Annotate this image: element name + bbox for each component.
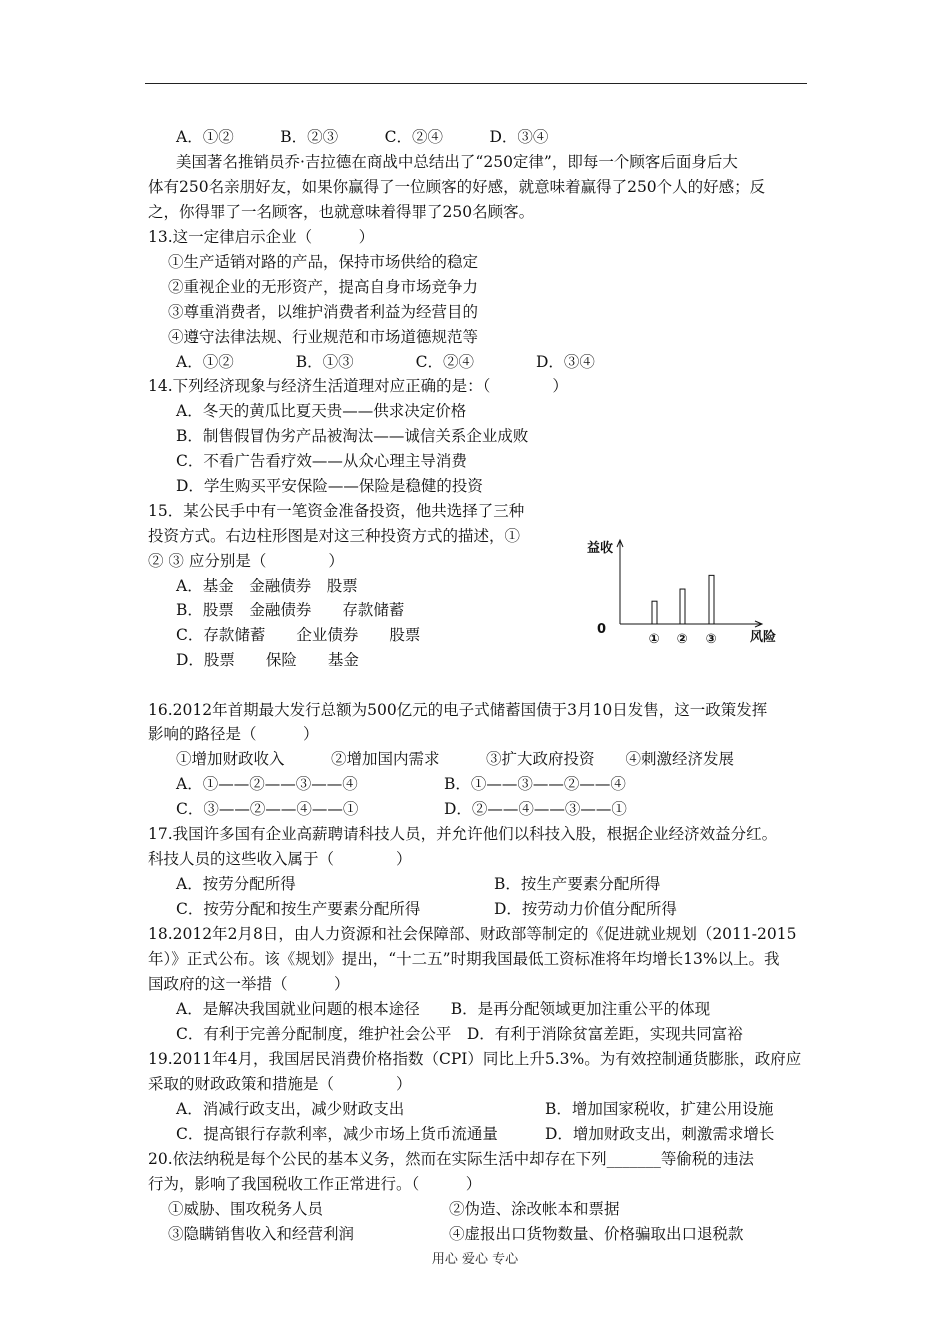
- q15-option-a: A．基金 金融债券 股票: [176, 577, 358, 595]
- q19-option-c: C．提高银行存款利率，减少市场上货币流通量: [176, 1125, 498, 1143]
- passage-line-2: 体有250名亲朋好友，如果你赢得了一位顾客的好感，就意味着赢得了250个人的好感；反: [148, 178, 766, 196]
- q15-stem-3: ② ③ 应分别是（ ）: [148, 552, 344, 570]
- q14-option-b: B．制售假冒伪劣产品被淘汰——诚信关系企业成败: [176, 427, 529, 445]
- q17-stem-2: 科技人员的这些收入属于（ ）: [148, 850, 412, 868]
- q17-option-d: D．按劳动力价值分配所得: [494, 900, 677, 918]
- q15-option-c: C．存款储蓄 企业债券 股票: [176, 626, 421, 644]
- page-footer: 用心 爱心 专心: [431, 1252, 519, 1267]
- q15-stem-1: 15．某公民手中有一笔资金准备投资，他共选择了三种: [148, 502, 525, 520]
- q20-stem-1: 20.依法纳税是每个公民的基本义务，然而在实际生活中却存在下列_______等偷税的违法: [148, 1150, 754, 1168]
- q20-item-1: ①威胁、围攻税务人员: [168, 1200, 324, 1218]
- q19-option-b: B．增加国家税收，扩建公用设施: [545, 1100, 774, 1118]
- x-axis-label: 风险: [750, 630, 777, 645]
- q14-option-a: A．冬天的黄瓜比夏天贵——供求决定价格: [176, 402, 467, 420]
- q20-item-3: ③隐瞒销售收入和经营利润: [168, 1225, 355, 1243]
- q16-option-b: B．①——③——②——④: [444, 775, 626, 793]
- q13-item-1: ①生产适销对路的产品，保持市场供给的稳定: [168, 253, 479, 271]
- category-label-2: ②: [676, 632, 688, 647]
- bar-3: [709, 575, 714, 624]
- passage-line-3: 之，你得罪了一名顾客，也就意味着得罪了250名顾客。: [148, 203, 535, 221]
- q18-options-ab: A．是解决我国就业问题的根本途径 B．是再分配领域更加注重公平的体现: [176, 1000, 711, 1018]
- q14-stem: 14.下列经济现象与经济生活道理对应正确的是：（ ）: [148, 377, 568, 395]
- bar-2: [680, 589, 685, 624]
- q18-stem-1: 18.2012年2月8日，由人力资源和社会保障部、财政部等制定的《促进就业规划（2011-2015: [148, 925, 797, 943]
- q13-item-3: ③尊重消费者，以维护消费者利益为经营目的: [168, 303, 479, 321]
- q13-item-4: ④遵守法律法规、行业规范和市场道德规范等: [168, 328, 479, 346]
- q17-option-b: B．按生产要素分配所得: [494, 875, 661, 893]
- passage-line-1: 美国著名推销员乔·吉拉德在商战中总结出了“250定律”，即每一个顾客后面身后大: [176, 153, 738, 171]
- origin-label: 0: [597, 622, 607, 637]
- q16-option-c: C．③——②——④——①: [176, 800, 359, 818]
- q20-item-4: ④虚报出口货物数量、价格骗取出口退税款: [449, 1225, 744, 1243]
- category-label-1: ①: [648, 632, 660, 647]
- q13-item-2: ②重视企业的无形资产，提高自身市场竞争力: [168, 278, 479, 296]
- header-rule: [145, 83, 807, 84]
- q16-stem-2: 影响的路径是（ ）: [148, 725, 319, 743]
- q16-option-a: A．①——②——③——④: [176, 775, 358, 793]
- q16-option-d: D．②——④——③——①: [444, 800, 627, 818]
- q15-stem-2: 投资方式。右边柱形图是对这三种投资方式的描述，①: [148, 527, 521, 545]
- q19-option-a: A．消减行政支出，减少财政支出: [176, 1100, 405, 1118]
- category-label-3: ③: [705, 632, 717, 647]
- q18-options-cd: C．有利于完善分配制度，维护社会公平 D．有利于消除贫富差距，实现共同富裕: [176, 1025, 743, 1043]
- q17-stem-1: 17.我国许多国有企业高薪聘请科技人员，并允许他们以科技入股，根据企业经济效益分红。: [148, 825, 778, 843]
- q17-option-a: A．按劳分配所得: [176, 875, 296, 893]
- q17-option-c: C．按劳分配和按生产要素分配所得: [176, 900, 421, 918]
- q20-stem-2: 行为，影响了我国税收工作正常进行。（ ）: [148, 1175, 482, 1193]
- q13-stem: 13.这一定律启示企业（ ）: [148, 228, 375, 246]
- q13-options: A．①② B．①③ C．②④ D．③④: [176, 353, 595, 371]
- q16-stem-1: 16.2012年首期最大发行总额为500亿元的电子式储蓄国债于3月10日发售，这一政策发挥: [148, 701, 768, 719]
- q14-option-c: C．不看广告看疗效——从众心理主导消费: [176, 452, 467, 470]
- q14-option-d: D．学生购买平安保险——保险是稳健的投资: [176, 477, 483, 495]
- q19-option-d: D．增加财政支出，刺激需求增长: [545, 1125, 775, 1143]
- risk-return-bar-chart: [587, 536, 790, 651]
- q19-stem-2: 采取的财政政策和措施是（ ）: [148, 1075, 412, 1093]
- q15-option-b: B．股票 金融债券 存款储蓄: [176, 601, 405, 619]
- q18-stem-3: 国政府的这一举措（ ）: [148, 975, 350, 993]
- q12-options: A．①② B．②③ C．②④ D．③④: [176, 128, 549, 146]
- q20-item-2: ②伪造、涂改帐本和票据: [449, 1200, 620, 1218]
- q16-items: ①增加财政收入 ②增加国内需求 ③扩大政府投资 ④刺激经济发展: [176, 750, 735, 768]
- q19-stem-1: 19.2011年4月，我国居民消费价格指数（CPI）同比上升5.3%。为有效控制通货膨胀，政府应: [148, 1050, 802, 1068]
- q18-stem-2: 年）》正式公布。该《规划》提出，“十二五”时期我国最低工资标准将年均增长13%以上。我: [148, 950, 780, 968]
- y-axis-label: 益收: [587, 541, 614, 556]
- bar-1: [652, 601, 657, 624]
- q15-option-d: D．股票 保险 基金: [176, 651, 359, 669]
